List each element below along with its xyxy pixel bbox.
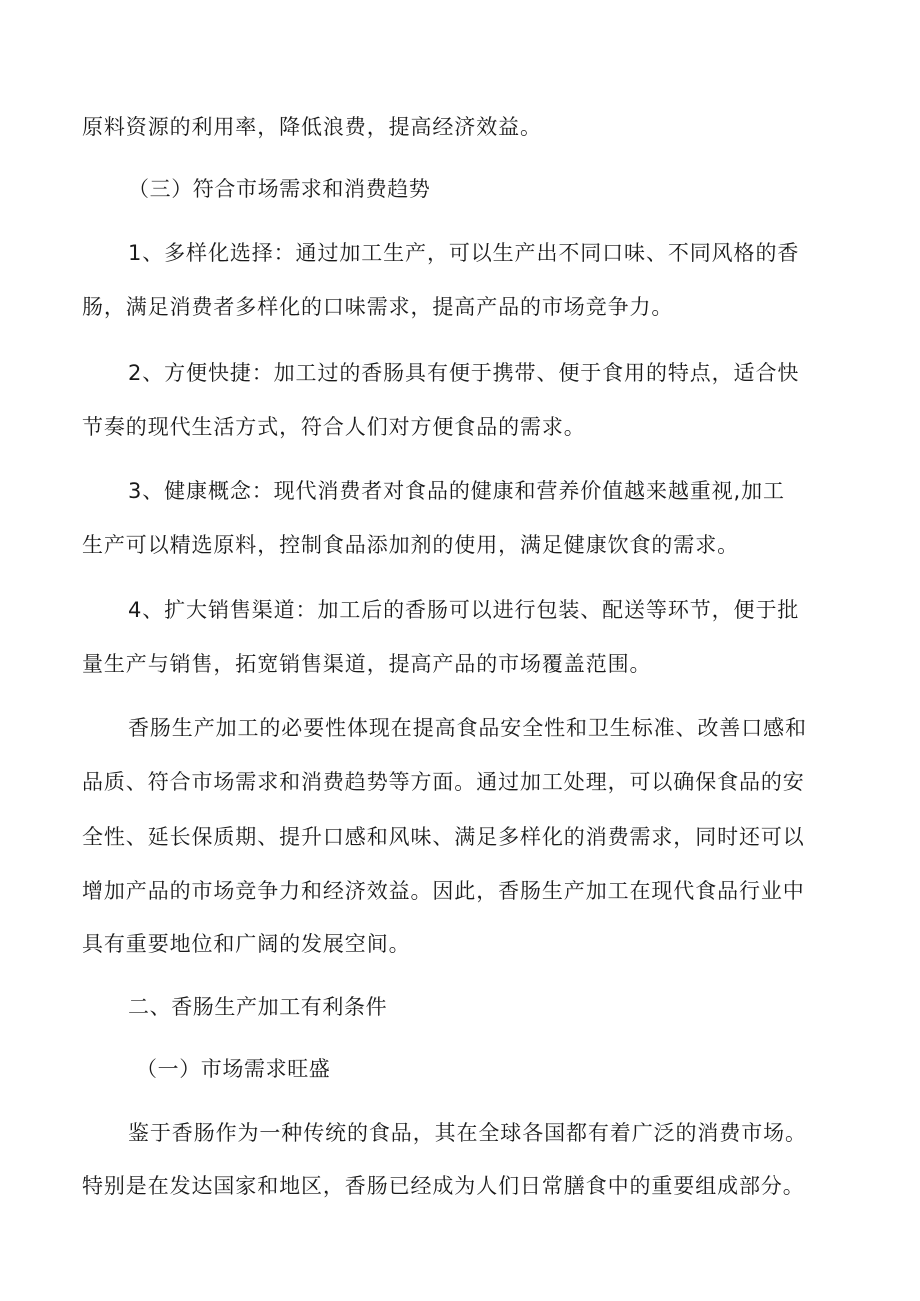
list-item-1-line-2: 肠，满足消费者多样化的口味需求，提高产品的市场竞争力。: [82, 295, 674, 319]
summary-paragraph-line-1: 香肠生产加工的必要性体现在提高食品安全性和卫生标准、改善口感和: [128, 716, 807, 740]
summary-paragraph-line-5: 具有重要地位和广阔的发展空间。: [82, 932, 411, 956]
summary-paragraph-line-3: 全性、延长保质期、提升口感和风味、满足多样化的消费需求，同时还可以: [82, 825, 805, 849]
section-heading-3: （三）符合市场需求和消费趋势: [128, 177, 431, 201]
list-item-1-line-1: 1、多样化选择：通过加工生产，可以生产出不同口味、不同风格的香: [128, 241, 800, 265]
chapter-heading-2: 二、香肠生产加工有利条件: [128, 995, 388, 1019]
list-item-3-line-2: 生产可以精选原料，控制食品添加剂的使用，满足健康饮食的需求。: [82, 533, 739, 557]
paragraph-line: 原料资源的利用率，降低浪费，提高经济效益。: [82, 115, 542, 139]
list-item-2-line-1: 2、方便快捷：加工过的香肠具有便于携带、便于食用的特点，适合快: [128, 361, 800, 385]
paragraph-line: 鉴于香肠作为一种传统的食品，其在全球各国都有着广泛的消费市场。: [128, 1121, 807, 1145]
summary-paragraph-line-2: 品质、符合市场需求和消费趋势等方面。通过加工处理，可以确保食品的安: [82, 770, 805, 794]
list-item-3-line-1: 3、健康概念：现代消费者对食品的健康和营养价值越来越重视,加工: [128, 479, 785, 503]
list-item-4-line-1: 4、扩大销售渠道：加工后的香肠可以进行包装、配送等环节，便于批: [128, 598, 800, 622]
summary-paragraph-line-4: 增加产品的市场竞争力和经济效益。因此，香肠生产加工在现代食品行业中: [82, 879, 805, 903]
list-item-2-line-2: 节奏的现代生活方式，符合人们对方便食品的需求。: [82, 415, 586, 439]
list-item-4-line-2: 量生产与销售，拓宽销售渠道，提高产品的市场覆盖范围。: [82, 652, 652, 676]
section-heading-1: （一）市场需求旺盛: [136, 1057, 331, 1081]
paragraph-line: 特别是在发达国家和地区，香肠已经成为人们日常膳食中的重要组成部分。: [82, 1174, 805, 1198]
